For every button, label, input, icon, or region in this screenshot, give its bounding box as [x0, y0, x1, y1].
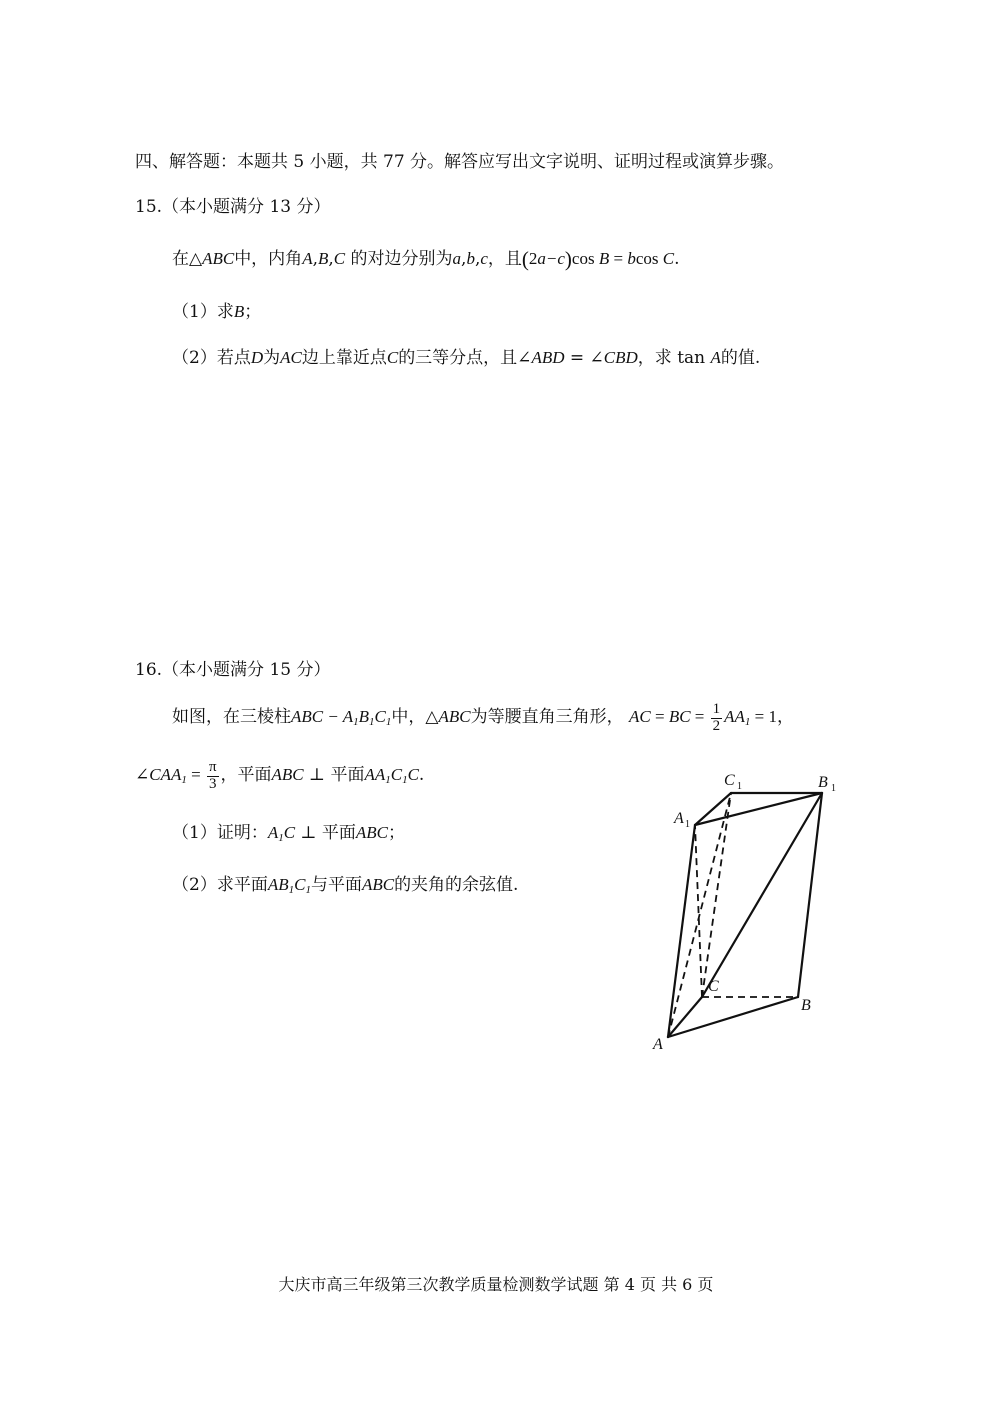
edge-c-a1-dashed	[695, 825, 702, 997]
question-15-title: 15.（本小题满分 13 分）	[135, 197, 331, 217]
q16-text: ，平面	[220, 765, 272, 786]
question-15-intro: 在△ABC中，内角A,B,C 的对边分别为a,b,c，且(2a−c)cos B = bcos C.	[172, 247, 680, 271]
q16-text: 与平面	[310, 875, 362, 895]
edge-a-a1	[668, 825, 695, 1037]
question-16-condition: $\angle CAA_1$ = $\frac{\pi}{3}$ ，平面ABC ⊥ 平面$AA_1C_1C$.	[135, 759, 425, 792]
label-c1-sub: 1	[737, 781, 742, 792]
q15-text: ；	[244, 302, 262, 322]
q15-math: A	[302, 249, 313, 268]
q16-text: 中，△	[391, 707, 439, 728]
question-15-part-2	[172, 343, 760, 368]
edge-c-b1	[702, 793, 822, 997]
section-header: 四、解答题：本题共 5 小题，共 77 分。解答应写出文字说明、证明过程或演算步骤。	[135, 152, 785, 172]
q15-equation: (2a−c)cos B = bcos C	[521, 247, 675, 271]
q15-math: a	[452, 249, 462, 268]
q16-text: ；	[387, 823, 405, 843]
q15-math: CBD	[603, 348, 638, 367]
page-footer: 大庆市高三年级第三次教学质量检测数学试题 第 4 页 共 6 页	[278, 1275, 714, 1294]
q15-text: 的值.	[720, 348, 761, 368]
q16-math: ABC − $A_1B_1C_1$	[291, 707, 392, 729]
q15-text: ，且	[487, 249, 522, 269]
q16-math: $A_1C$	[267, 823, 296, 844]
q15-math: A	[710, 348, 721, 367]
q15-math: ABD	[531, 348, 565, 367]
q15-math: AC	[280, 348, 302, 367]
q15-text: 的三等分点，且∠	[398, 348, 532, 368]
q16-math: $AA_1C_1C$	[364, 765, 419, 787]
q15-text: 边上靠近点	[301, 348, 387, 368]
question-16-title: 16.（本小题满分 15 分）	[135, 660, 331, 680]
label-a: A	[653, 1036, 663, 1053]
question-16-part-1	[172, 818, 405, 844]
label-b1-sub: 1	[831, 783, 836, 794]
label-c: C	[708, 978, 719, 995]
q15-text: 中，内角	[234, 249, 303, 269]
q15-math: C	[386, 348, 399, 367]
question-16-part-2	[172, 870, 518, 896]
q16-text: ⊥ 平面	[309, 765, 365, 786]
q16-text: ⊥ 平面	[300, 823, 356, 843]
edge-b-b1	[798, 793, 822, 997]
label-b: B	[801, 997, 811, 1014]
label-c1: C	[724, 772, 735, 789]
q16-math: ABC	[355, 823, 388, 842]
q16-text: 的夹角的余弦值.	[394, 875, 519, 895]
q16-text: （1）证明：	[172, 823, 268, 843]
label-a1-sub: 1	[685, 819, 690, 830]
question-15-part-1	[172, 297, 261, 322]
q15-text: （2）若点	[172, 348, 251, 368]
q16-math: ABC	[361, 875, 395, 894]
edge-a-b	[668, 997, 798, 1037]
label-b1: B	[818, 774, 828, 791]
q15-text: 的对边分别为	[350, 249, 453, 269]
q15-math: D	[250, 348, 264, 367]
q15-text: （1）求	[172, 302, 234, 322]
q15-text: = ∠	[569, 348, 604, 368]
q15-math: ABC	[202, 249, 235, 268]
q16-math: $AB_1C_1$	[267, 875, 311, 896]
q16-text: 如图，在三棱柱	[172, 707, 291, 728]
q15-text: ，求 tan	[637, 348, 706, 368]
q16-equation: $\angle CAA_1$ = $\frac{\pi}{3}$	[135, 759, 217, 792]
q16-math: ABC	[438, 707, 471, 727]
q16-text: （2）求平面	[172, 875, 268, 895]
q16-text: 为等腰直角三角形，	[470, 707, 624, 728]
q15-text: 在△	[172, 249, 203, 269]
q16-math: ABC	[271, 765, 304, 785]
q15-math: B	[233, 302, 245, 321]
question-16-intro: 如图，在三棱柱ABC − $A_1B_1C_1$中，△ABC为等腰直角三角形， AC = BC = $\frac{1}{2}$ $AA_1 = 1$，	[172, 701, 795, 734]
q15-text: 为	[263, 348, 281, 368]
q16-equation: AC = BC = $\frac{1}{2}$ $AA_1 = 1$	[628, 701, 778, 734]
prism-figure	[640, 765, 840, 1060]
label-a1: A	[674, 810, 684, 827]
edge-c-c1-dashed	[702, 793, 731, 997]
